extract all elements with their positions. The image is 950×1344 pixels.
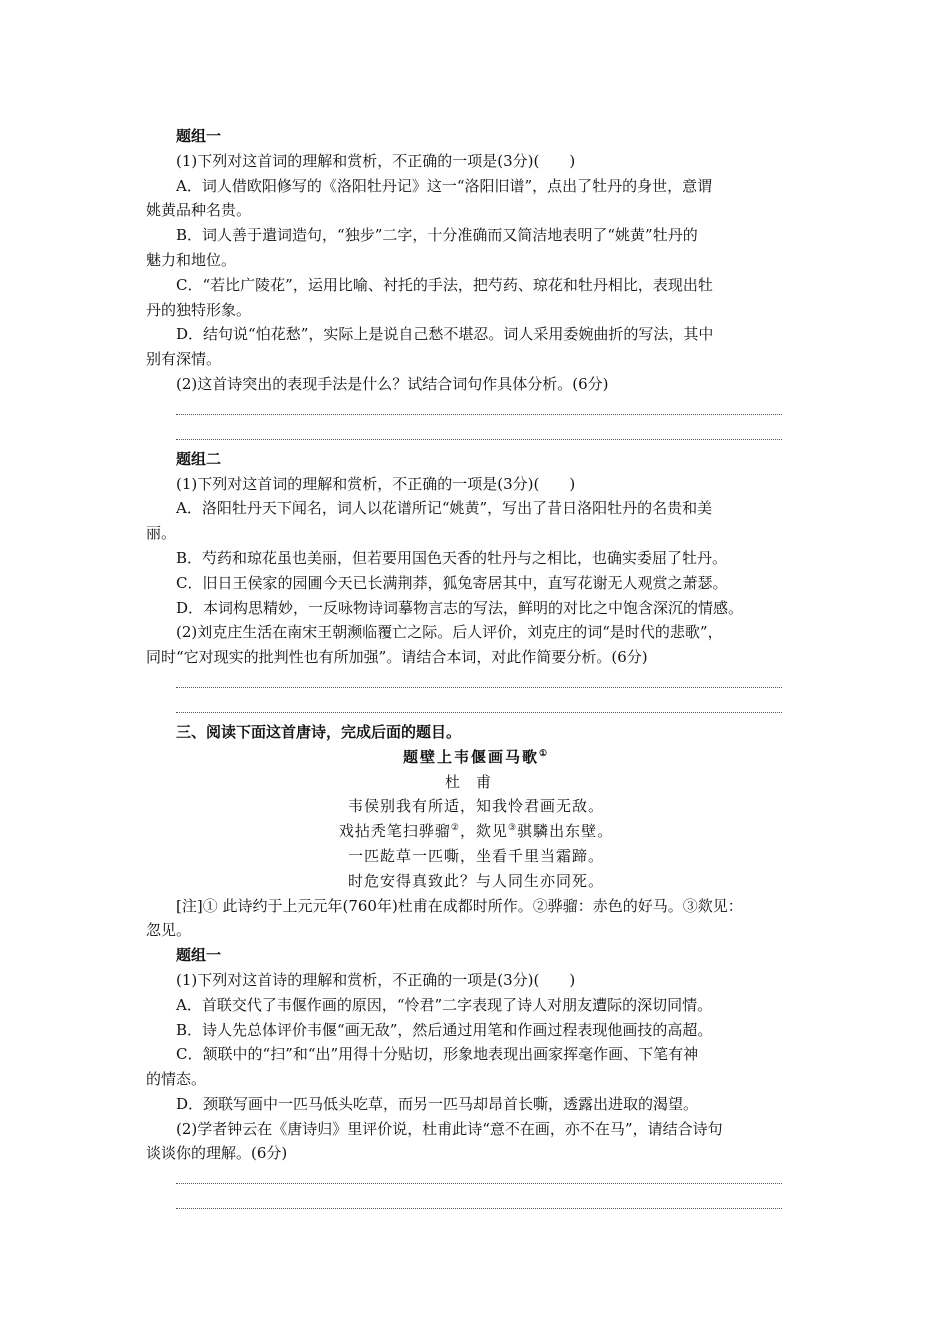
answer-line[interactable] [146,695,806,720]
option-a-cont: 丽。 [146,524,177,543]
option-d: D．颈联写画中一匹马低头吃草，而另一匹马却昂首长嘶，透露出进取的渴望。 [176,1094,699,1113]
option-a: A．洛阳牡丹天下闻名，词人以花谱所记“姚黄”，写出了昔日洛阳牡丹的名贵和美 [176,499,713,518]
option-c-cont: 丹的独特形象。 [146,300,252,319]
group-heading: 题组二 [176,449,222,468]
poem-title: 题壁上韦偃画马歌① [402,747,550,766]
question-2: (2)这首诗突出的表现手法是什么？试结合词句作具体分析。(6分) [176,374,609,393]
poem-author: 杜甫 [444,772,507,791]
poem-line: 一匹龁草一匹嘶，坐看千里当霜蹄。 [347,846,604,865]
question-stem: (1)下列对这首诗的理解和赏析，不正确的一项是(3分)( ) [176,970,576,989]
question-2: (2)学者钟云在《唐诗归》里评价说，杜甫此诗“意不在画，亦不在马”，请结合诗句 [176,1119,723,1138]
question-2-cont: 同时“它对现实的批判性也有所加强”。请结合本词，对此作简要分析。(6分) [146,648,648,667]
option-c: C．颔联中的“扫”和“出”用得十分贴切，形象地表现出画家挥毫作画、下笔有神 [176,1045,699,1064]
answer-line[interactable] [146,670,806,695]
option-a: A．词人借欧阳修写的《洛阳牡丹记》这一“洛阳旧谱”，点出了牡丹的身世，意谓 [176,176,713,195]
option-b: B．芍药和琼花虽也美丽，但若要用国色天香的牡丹与之相比，也确实委屈了牡丹。 [176,548,728,567]
answer-line[interactable] [146,397,806,422]
option-c-cont: 的情态。 [146,1070,207,1089]
option-d: D．结句说“怕花愁”，实际上是说自己愁不堪忍。词人采用委婉曲折的写法，其中 [176,325,714,344]
poem-notes-cont: 忽见。 [146,921,192,940]
option-d: D．本词构思精妙，一反咏物诗词摹物言志的写法，鲜明的对比之中饱含深沉的情感。 [176,598,744,617]
poem-line: 时危安得真致此？与人同生亦同死。 [347,871,604,890]
option-b: B．诗人先总体评价韦偃“画无敌”，然后通过用笔和作画过程表现他画技的高超。 [176,1020,713,1039]
option-c: C．“若比广陵花”，运用比喻、衬托的手法，把芍药、琼花和牡丹相比，表现出牡 [176,275,713,294]
option-a: A．首联交代了韦偃作画的原因，“怜君”二字表现了诗人对朋友遭际的深切同情。 [176,995,713,1014]
worksheet-page [146,124,806,1216]
option-d-cont: 别有深情。 [146,350,222,369]
option-c: C．旧日王侯家的园圃今天已长满荆莽，狐兔寄居其中，直写花谢无人观赏之萧瑟。 [176,573,728,592]
footnote-mark: ② [450,823,460,834]
poem-line: 韦侯别我有所适，知我怜君画无敌。 [347,797,604,816]
poem-line: 戏拈秃笔扫骅骝②，欻见③骐驎出东壁。 [338,822,614,841]
group-heading: 题组一 [176,127,222,145]
answer-line[interactable] [146,1166,806,1191]
footnote-mark: ③ [508,823,518,834]
option-b-cont: 魅力和地位。 [146,250,237,269]
footnote-mark: ① [538,748,550,759]
option-a-cont: 姚黄品种名贵。 [146,201,252,220]
section-heading: 三、阅读下面这首唐诗，完成后面的题目。 [176,722,462,741]
group-heading: 题组一 [176,946,222,965]
question-2: (2)刘克庄生活在南宋王朝濒临覆亡之际。后人评价，刘克庄的词“是时代的悲歌”， [176,623,723,642]
answer-line[interactable] [146,422,806,447]
question-2-cont: 谈谈你的理解。(6分) [146,1144,288,1163]
poem-notes: [注]① 此诗约于上元元年(760年)杜甫在成都时所作。②骅骝：赤色的好马。③欻见： [176,896,743,915]
answer-line[interactable] [146,1191,806,1216]
option-b: B．词人善于遣词造句，“独步”二字，十分准确而又简洁地表明了“姚黄”牡丹的 [176,226,698,245]
question-stem: (1)下列对这首词的理解和赏析，不正确的一项是(3分)( ) [176,474,576,493]
question-stem: (1)下列对这首词的理解和赏析，不正确的一项是(3分)( ) [176,151,576,170]
